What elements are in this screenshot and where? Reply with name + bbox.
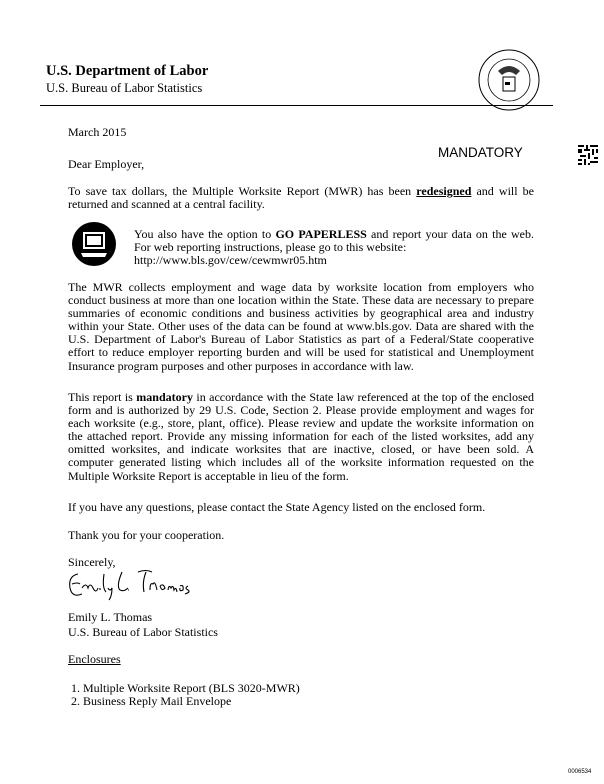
enclosure-item: 2. Business Reply Mail Envelope	[83, 695, 549, 708]
document-code: 0006534	[568, 769, 592, 775]
paragraph-purpose: The MWR collects employment and wage data by worksite location from employers who conduct business at more than one location within the State. These data are necessary to prepare summaries of economic conditions and business activities by geographical area and industry within your State. Other uses of the data can be found at www.bls.gov. Data are shared with the U.S. Department of Labor's Bureau of Labor Statistics as part of a Federal/State cooperative effort to reduce employer reporting burden and will be used for statistical and Unemployment Insurance program purposes and other purposes in accordance with law.	[68, 280, 534, 373]
signer-name: Emily L. Thomas	[68, 610, 153, 624]
signature-image	[66, 566, 196, 606]
closing: Sincerely,	[68, 555, 116, 569]
enclosures-list	[68, 682, 549, 708]
enclosure-item: 1. Multiple Worksite Report (BLS 3020-MWR)	[83, 682, 549, 695]
department-seal-icon	[478, 49, 540, 111]
bureau-subtitle: U.S. Bureau of Labor Statistics	[46, 81, 203, 95]
signer-organization: U.S. Bureau of Labor Statistics	[68, 625, 218, 639]
paragraph-mandatory: This report is mandatory in accordance with the State law referenced at the top of the enclosed form and is authorized by 29 U.S. Code, Section 2. Please provide employment and wages for each worksite (e.g., store, plant, office). Please review and update the worksite information on the attached report. Provide any missing information for each of the listed worksites, add any omitted worksites, and indicate worksites that are inactive, closed, or have been sold. A computer generated listing which includes all of the worksite information requested on the Multiple Worksite Report is acceptable in lieu of the form.	[68, 390, 535, 483]
salutation: Dear Employer,	[68, 157, 145, 171]
paragraph-redesign: To save tax dollars, the Multiple Worksite Report (MWR) has been redesigned and will be returned and scanned at a central facility.	[68, 184, 534, 212]
paragraph-thanks: Thank you for your cooperation.	[68, 528, 225, 542]
paperless-notice: You also have the option to GO PAPERLESS and report your data on the web. For web reporting instructions, please go to this website: http://www.bls.gov/cew/cewmwr05.htm	[134, 227, 534, 268]
letter-date: March 2015	[68, 125, 127, 139]
web-reporting-link[interactable]: http://www.bls.gov/cew/cewmwr05.htm	[134, 253, 327, 268]
department-title: U.S. Department of Labor	[46, 63, 209, 79]
header-divider	[40, 105, 553, 106]
enclosures-heading: Enclosures	[68, 652, 121, 666]
qr-code-icon	[578, 145, 598, 165]
paragraph-questions: If you have any questions, please contact the State Agency listed on the enclosed form.	[68, 500, 486, 514]
computer-icon	[72, 222, 116, 266]
mandatory-badge: MANDATORY	[438, 145, 523, 160]
